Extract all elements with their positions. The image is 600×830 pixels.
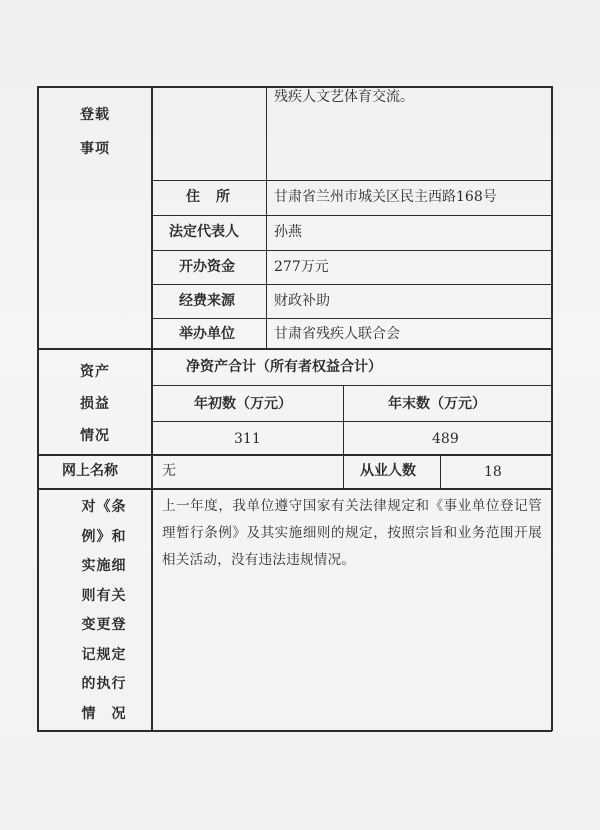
compliance-label-line3: 实施细 [81, 558, 127, 574]
sponsor-value: 甘肃省残疾人联合会 [274, 326, 400, 342]
net-assets-header: 净资产合计（所有者权益合计） [186, 359, 382, 375]
staff-count-value: 18 [484, 464, 502, 480]
compliance-text: 上一年度，我单位遵守国家有关法律规定和《事业单位登记管理暂行条例》及其实施细则的规定，按照宗旨和业务范围开展相关活动，没有违法违规情况。 [162, 498, 542, 568]
assets-section-label [60, 356, 130, 452]
address-label: 住 所 [186, 189, 231, 205]
register-label-line2: 事项 [80, 141, 110, 157]
staff-count-label: 从业人数 [360, 463, 416, 479]
business-scope-text: 残疾人文艺体育交流。 [274, 89, 414, 105]
address-value: 甘肃省兰州市城关区民主西路168号 [274, 189, 497, 205]
compliance-label-line6: 记规定 [81, 646, 127, 663]
compliance-label-line5: 变更登 [81, 617, 127, 633]
assets-label-line2: 损益 [80, 396, 110, 412]
funding-source-value: 财政补助 [274, 293, 330, 309]
register-section-label [60, 98, 130, 166]
web-name-value: 无 [162, 463, 176, 479]
start-of-year-value: 311 [234, 431, 261, 447]
register-label-line1: 登载 [80, 107, 110, 123]
legal-rep-label: 法定代表人 [169, 224, 239, 240]
start-of-year-header: 年初数（万元） [194, 396, 292, 412]
assets-label-line3: 情况 [80, 428, 110, 444]
legal-rep-value: 孙燕 [274, 224, 302, 240]
compliance-section-label [64, 493, 144, 729]
end-of-year-value: 489 [432, 431, 459, 447]
compliance-label-line4: 则有关 [81, 587, 127, 604]
compliance-label-line8: 情 况 [81, 705, 127, 722]
sponsor-label: 举办单位 [179, 326, 235, 342]
compliance-label-line1: 对《条 [81, 499, 127, 515]
web-name-label: 网上名称 [62, 463, 118, 479]
end-of-year-header: 年末数（万元） [388, 396, 486, 412]
assets-label-line1: 资产 [80, 364, 110, 380]
compliance-label-line2: 例》和 [81, 528, 127, 545]
compliance-label-line7: 的执行 [81, 676, 127, 692]
funding-source-label: 经费来源 [179, 293, 235, 309]
capital-value: 277万元 [274, 259, 329, 275]
capital-label: 开办资金 [179, 259, 235, 275]
